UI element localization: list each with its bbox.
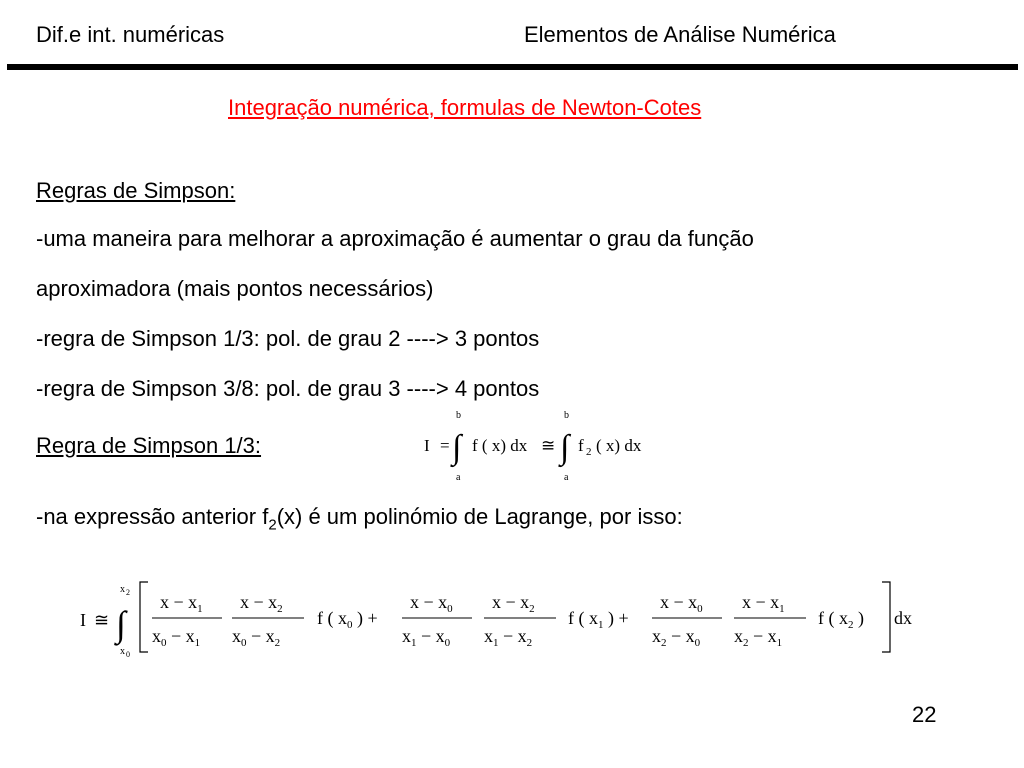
integrand-2-sub: 2	[586, 446, 592, 458]
frac-den-3: $x_1 - x_0$	[402, 626, 451, 649]
formula2-dx: dx	[894, 608, 912, 628]
lagrange-sub: 2	[268, 516, 277, 534]
integral-sign: ∫	[452, 429, 462, 466]
f-x1: f ( $x_1$ ) +	[568, 608, 629, 631]
frac-num-3: $x - x_0$	[410, 592, 453, 615]
frac-den-6: $x_2 - x_1$	[734, 626, 783, 649]
integrand-2-f: f	[578, 436, 584, 455]
header-rule	[7, 64, 1018, 70]
integral-sign-big: ∫	[116, 604, 126, 644]
integral-upper-limit: b	[456, 410, 461, 421]
lower-limit-x: x	[120, 646, 125, 657]
frac-den-5: $x_2 - x_0$	[652, 626, 701, 649]
text-line-3: -regra de Simpson 1/3: pol. de grau 2 ----> 3 pontos	[36, 326, 540, 351]
integral-sign-2: ∫	[560, 429, 570, 466]
lagrange-formula	[72, 578, 932, 662]
header-right: Elementos de Análise Numérica	[524, 22, 836, 47]
left-bracket	[140, 582, 148, 652]
frac-den-2: $x_0 - x_2$	[232, 626, 281, 649]
formula2-approx: ≅	[94, 610, 110, 630]
formula2-lhs: I	[80, 610, 86, 630]
lagrange-post: (x) é um polinómio de Lagrange, por isso:	[276, 504, 683, 529]
integral-formula	[418, 404, 668, 486]
lagrange-pre: -na expressão anterior f	[36, 504, 269, 529]
frac-num-5: $x - x_0$	[660, 592, 703, 615]
header-left: Dif.e int. numéricas	[36, 22, 225, 47]
lower-limit-sub: 0	[126, 650, 130, 659]
frac-den-1: $x_0 - x_1$	[152, 626, 201, 649]
formula-equals: =	[440, 436, 450, 455]
lagrange-line	[36, 504, 683, 533]
integral-upper-limit-2: b	[564, 410, 569, 421]
formula-lhs: I	[424, 436, 430, 455]
upper-limit-x: x	[120, 584, 125, 595]
frac-num-2: $x - x_2$	[240, 592, 283, 615]
integral-lower-limit-2: a	[564, 472, 569, 483]
integrand-1: f ( x) dx	[472, 436, 528, 455]
integral-lower-limit: a	[456, 472, 461, 483]
approx-sign: ≅	[541, 436, 556, 455]
frac-num-4: $x - x_2$	[492, 592, 535, 615]
text-line-2: aproximadora (mais pontos necessários)	[36, 276, 434, 301]
f-x0: f ( $x_0$ ) +	[317, 608, 378, 631]
integrand-2-rest: ( x) dx	[596, 436, 642, 455]
upper-limit-sub: 2	[126, 588, 130, 597]
frac-num-1: $x - x_1$	[160, 592, 203, 615]
text-line-1: -uma maneira para melhorar a aproximação é aumentar o grau da função	[36, 226, 754, 251]
frac-num-6: $x - x_1$	[742, 592, 785, 615]
right-bracket	[882, 582, 890, 652]
simpson13-heading: Regra de Simpson 1/3:	[36, 433, 262, 458]
text-line-4: -regra de Simpson 3/8: pol. de grau 3 ----> 4 pontos	[36, 376, 540, 401]
f-x2: f ( $x_2$ )	[818, 608, 864, 631]
page-number: 22	[912, 702, 937, 727]
section-heading: Regras de Simpson:	[36, 178, 236, 203]
slide-title: Integração numérica, formulas de Newton-Cotes	[228, 95, 702, 120]
frac-den-4: $x_1 - x_2$	[484, 626, 533, 649]
